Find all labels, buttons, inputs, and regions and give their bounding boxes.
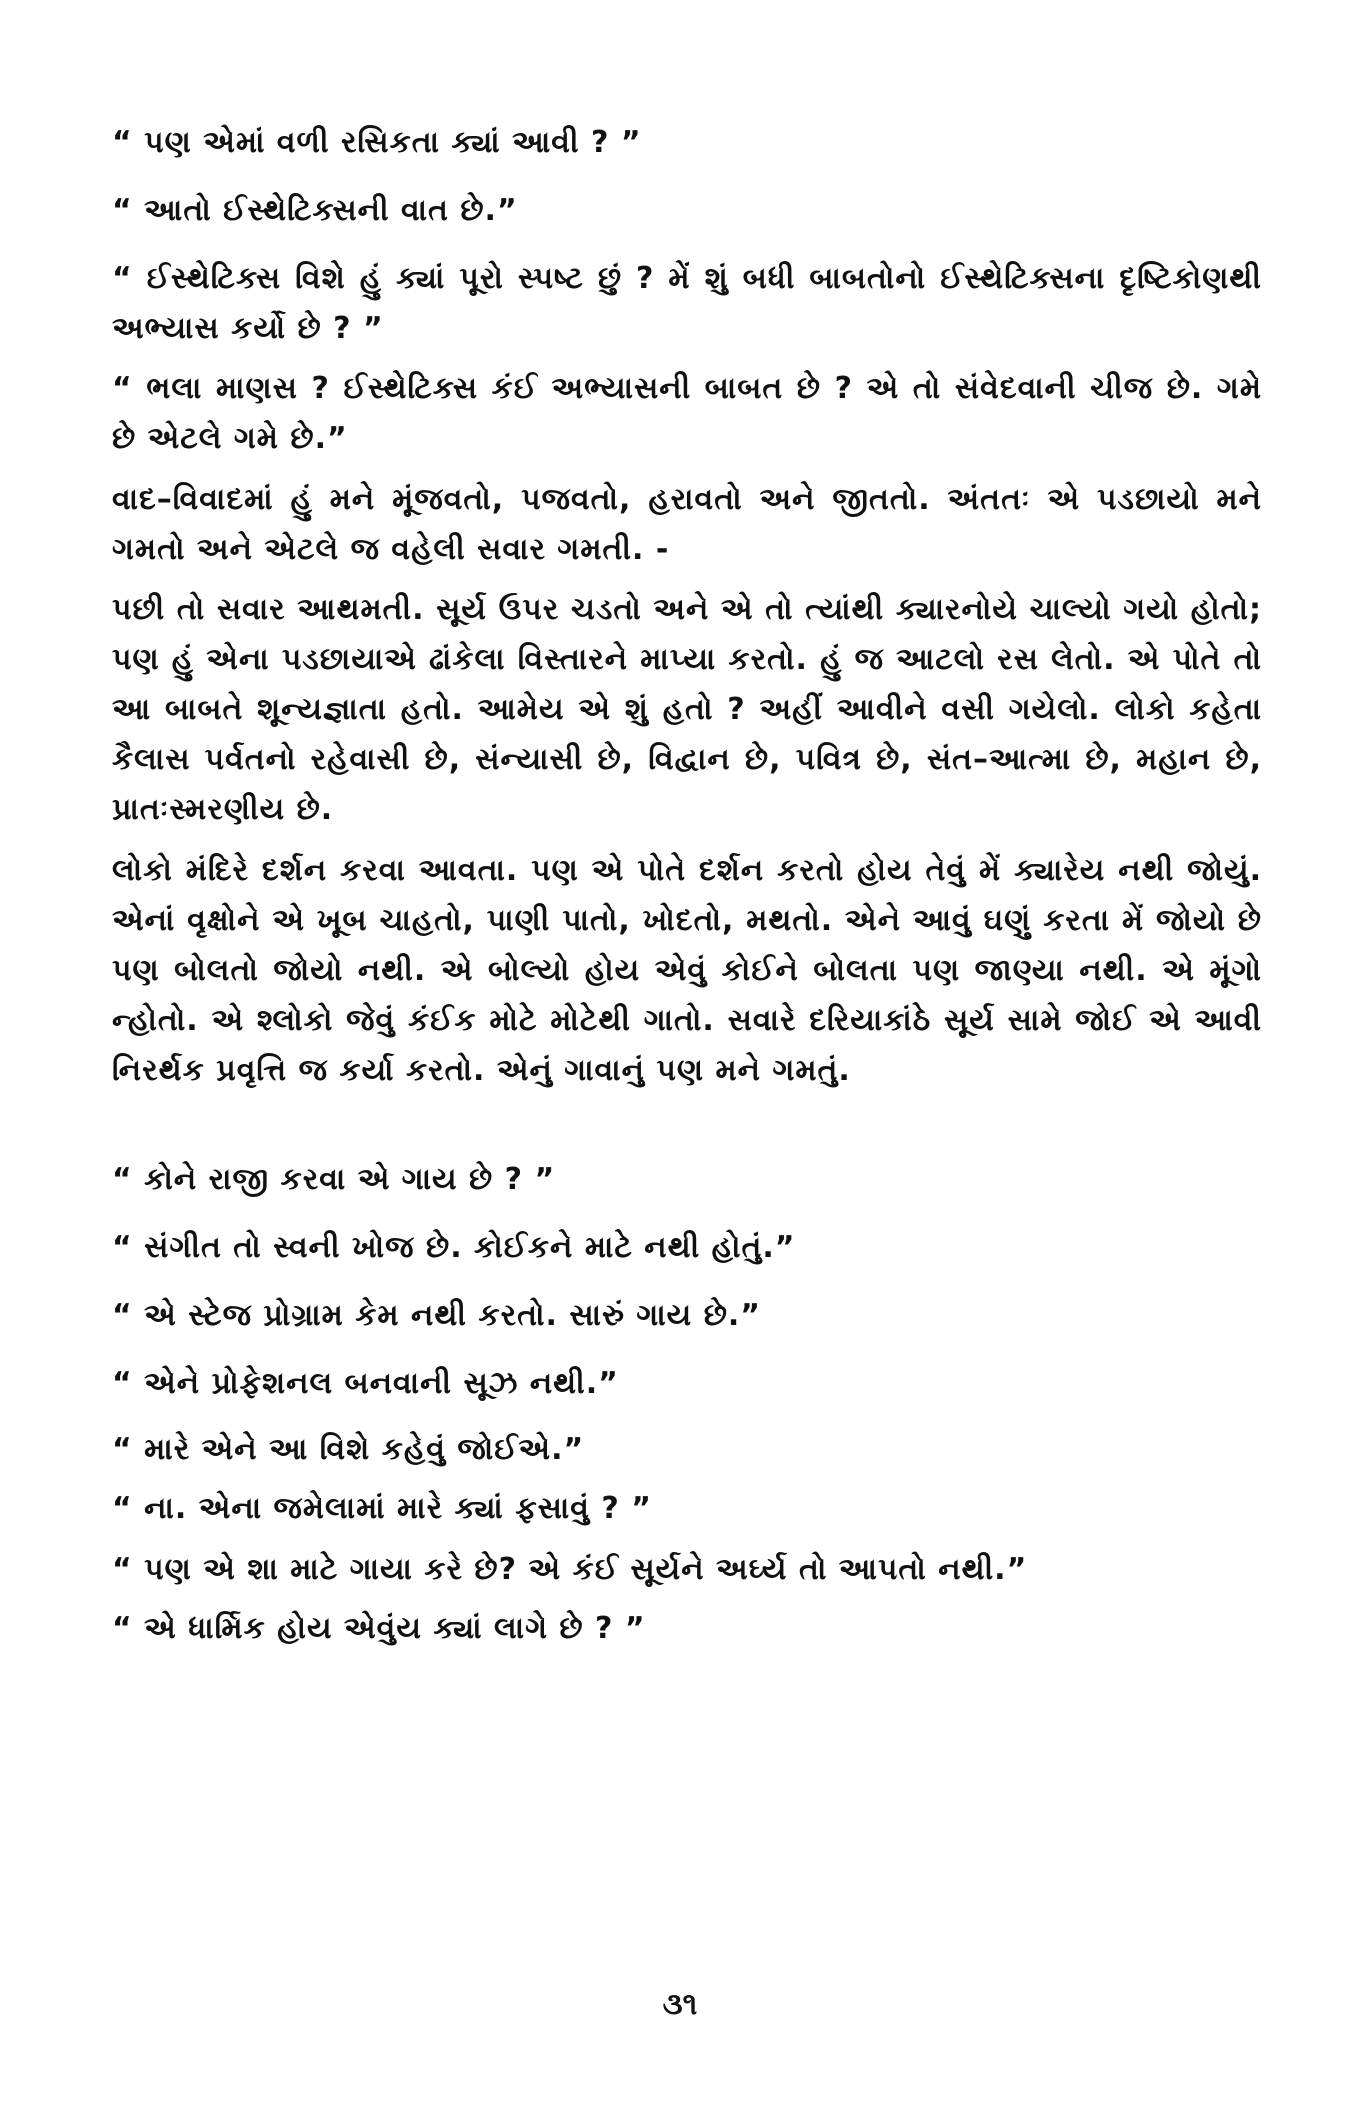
dialogue-paragraph: “ ઈસ્થેટિક્સ વિશે હું ક્યાં પૂરો સ્પષ્ટ છું ? મેં શું બધી બાબતોનો ઈસ્થેટિક્સના દૃષ્ટિકોણથી અભ્યાસ કર્યો છે ? ” xyxy=(112,261,1262,346)
narrative-paragraph: પછી તો સવાર આથમતી. સૂર્ય ઉપર ચડતો અને એ તો ત્યાંથી ક્યારનોયે ચાલ્યો ગયો હોતો; પણ હું એના પડછાયાએ ઢાંકેલા વિસ્તારને માપ્યા કરતો. હું જ આટલો રસ લેતો. એ પોતે તો આ બાબતે શૂન્યજ્ઞાતા હતો. આમેય એ શું હતો ? અહીં આવીને વસી ગયેલો. લોકો કહેતા કૈલાસ પર્વતનો રહેવાસી છે, સંન્યાસી છે, વિદ્વાન છે, પવિત્ર છે, સંત–આત્મા છે, મહાન છે, પ્રાતઃસ્મરણીય છે. xyxy=(112,592,1262,827)
dialogue-line: “ સંગીત તો સ્વની ખોજ છે. કોઈકને માટે નથી હોતું.” xyxy=(112,1230,796,1265)
dialogue-line: “ પણ એ શા માટે ગાયા કરે છે? એ કંઈ સૂર્યને અર્ઘ્ય તો આપતો નથી.” xyxy=(112,1552,1028,1587)
dialogue-line: “ કોને રાજી કરવા એ ગાય છે ? ” xyxy=(112,1162,556,1197)
dialogue-line: “ એ ધાર્મિક હોય એવુંય ક્યાં લાગે છે ? ” xyxy=(112,1611,646,1646)
dialogue-line: “ એને પ્રોફેશનલ બનવાની સૂઝ નથી.” xyxy=(112,1366,619,1401)
narrative-paragraph: વાદ–વિવાદમાં હું મને મૂંજવતો, પજવતો, હરાવતો અને જીતતો. અંતતઃ એ પડછાયો મને ગમતો અને એટલે જ વહેલી સવાર ગમતી. - xyxy=(112,482,1262,567)
dialogue-line: “ પણ એમાં વળી રસિકતા ક્યાં આવી ? ” xyxy=(112,125,642,160)
dialogue-line: “ એ સ્ટેજ પ્રોગ્રામ કેમ નથી કરતો. સારું ગાય છે.” xyxy=(112,1298,761,1333)
narrative-paragraph: લોકો મંદિરે દર્શન કરવા આવતા. પણ એ પોતે દર્શન કરતો હોય તેવું મેં ક્યારેય નથી જોયું. એનાં વૃક્ષોને એ ખૂબ ચાહતો, પાણી પાતો, ખોદતો, મથતો. એને આવું ઘણું કરતા મેં જોયો છે પણ બોલતો જોયો નથી. એ બોલ્યો હોય એવું કોઈને બોલતા પણ જાણ્યા નથી. એ મૂંગો ન્હોતો. એ શ્લોકો જેવું કંઈક મોટે મોટેથી ગાતો. સવારે દરિયાકાંઠે સૂર્ય સામે જોઈ એ આવી નિરર્થક પ્રવૃત્તિ જ કર્યા કરતો. એનું ગાવાનું પણ મને ગમતું. xyxy=(112,853,1262,1088)
page-number: ૩૧ xyxy=(662,1987,698,2022)
dialogue-line: “ આતો ઈસ્થેટિક્સની વાત છે.” xyxy=(112,193,518,228)
dialogue-line: “ મારે એને આ વિશે કહેવું જોઈએ.” xyxy=(112,1432,585,1467)
dialogue-line: “ ના. એના જમેલામાં મારે ક્યાં ફસાવું ? ” xyxy=(112,1491,652,1526)
dialogue-paragraph: “ ભલા માણસ ? ઈસ્થેટિક્સ કંઈ અભ્યાસની બાબત છે ? એ તો સંવેદવાની ચીજ છે. ગમે છે એટલે ગમે છે.” xyxy=(112,371,1262,456)
